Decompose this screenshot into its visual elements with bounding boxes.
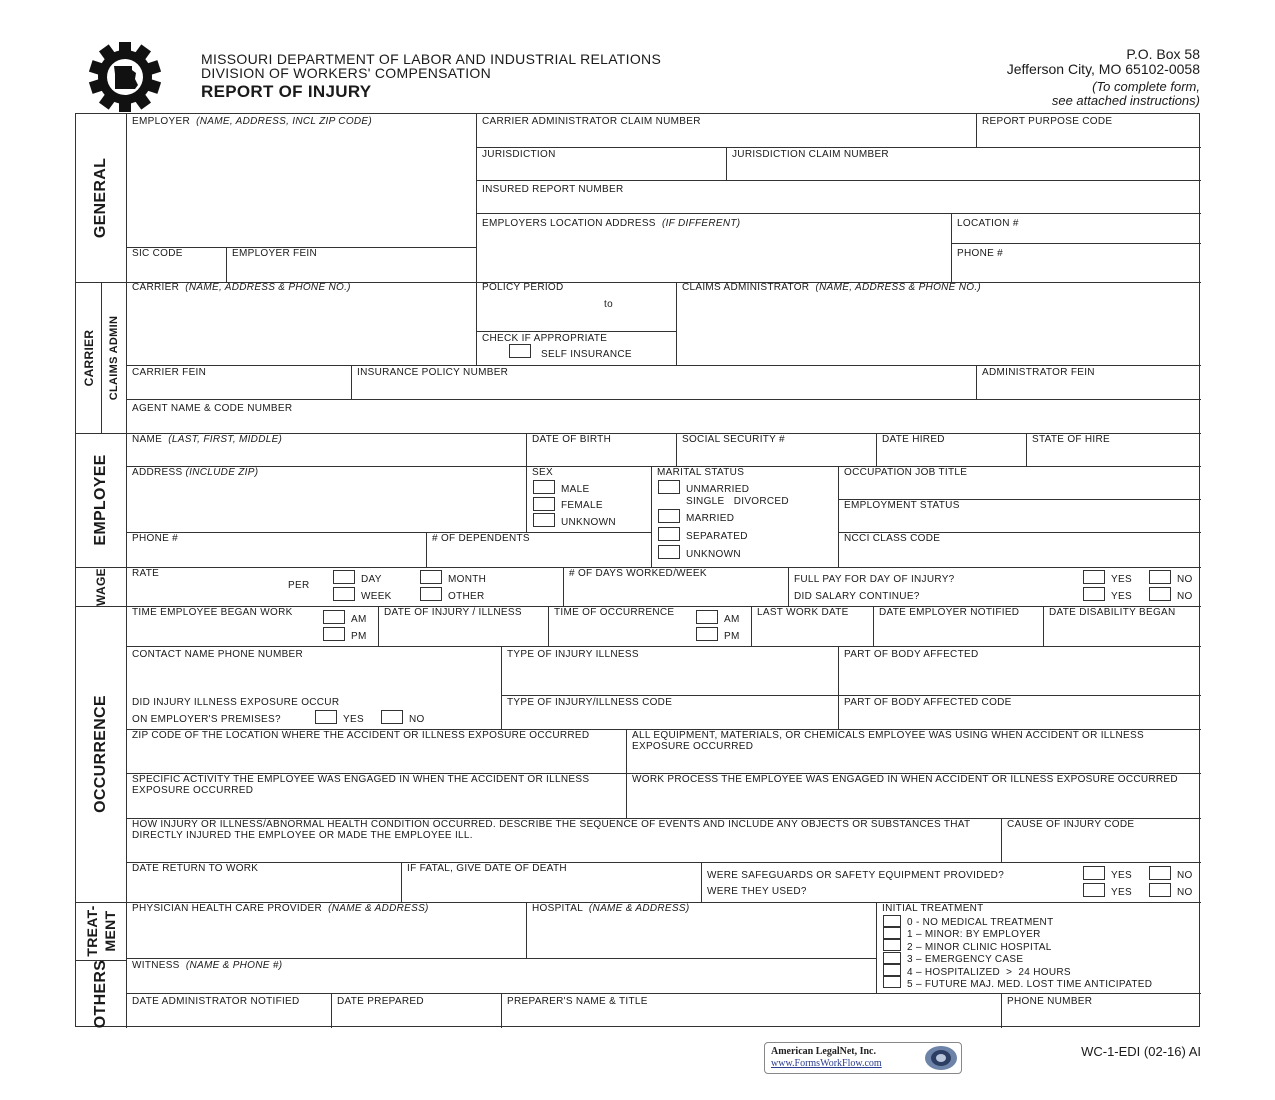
employer-location-address-label: EMPLOYERS LOCATION ADDRESS (IF DIFFERENT): [482, 218, 741, 229]
treatment-option-0-checkbox[interactable]: [883, 915, 901, 927]
marital-married-label: MARRIED: [686, 513, 735, 524]
treatment-option-2-checkbox[interactable]: [883, 939, 901, 951]
social-security-label: SOCIAL SECURITY #: [682, 434, 785, 445]
zip-code-location-label: ZIP CODE OF THE LOCATION WHERE THE ACCIDENT OR ILLNESS EXPOSURE OCCURRED: [132, 730, 590, 741]
safeguards-used-yes-checkbox[interactable]: [1083, 883, 1105, 897]
treatment-option-4-label: 4 – HOSPITALIZED > 24 HOURS: [907, 967, 1071, 978]
days-worked-label: # OF DAYS WORKED/WEEK: [569, 568, 707, 579]
sic-code-label: SIC CODE: [132, 248, 183, 259]
began-work-pm-checkbox[interactable]: [323, 627, 345, 641]
full-pay-yes-label: YES: [1111, 574, 1132, 585]
type-of-injury-code-label: TYPE OF INJURY/ILLNESS CODE: [507, 697, 673, 708]
safeguards-provided-no-label: NO: [1177, 870, 1193, 881]
wage-day-checkbox[interactable]: [333, 570, 355, 584]
employer-label: EMPLOYER (NAME, ADDRESS, INCL ZIP CODE): [132, 116, 373, 127]
dependents-label: # OF DEPENDENTS: [432, 533, 530, 544]
time-of-occurrence-label: TIME OF OCCURRENCE: [554, 607, 675, 618]
occurrence-am-checkbox[interactable]: [696, 610, 718, 624]
section-others: OTHERS: [92, 959, 109, 1029]
physician-label: PHYSICIAN HEALTH CARE PROVIDER (NAME & ADDRESS): [132, 903, 429, 914]
location-number-label: LOCATION #: [957, 218, 1019, 229]
report-of-injury-form: [75, 113, 1200, 1027]
check-if-appropriate-label: CHECK IF APPROPRIATE: [482, 333, 608, 344]
safeguards-provided-no-checkbox[interactable]: [1149, 866, 1171, 880]
form-title: REPORT OF INJURY: [201, 82, 372, 101]
policy-period-to: to: [604, 299, 613, 310]
section-employee: EMPLOYEE: [92, 454, 109, 546]
marital-unknown-checkbox[interactable]: [658, 545, 680, 559]
date-employer-notified-label: DATE EMPLOYER NOTIFIED: [879, 607, 1020, 618]
wage-other-label: OTHER: [448, 591, 485, 602]
full-pay-no-checkbox[interactable]: [1149, 570, 1171, 584]
rate-label: RATE: [132, 568, 160, 579]
report-purpose-code-label: REPORT PURPOSE CODE: [982, 116, 1113, 127]
occurrence-am-label: AM: [724, 614, 740, 625]
salary-continue-label: DID SALARY CONTINUE?: [794, 591, 920, 602]
marital-unmarried-checkbox[interactable]: [658, 480, 680, 494]
premises-yes-label: YES: [343, 714, 364, 725]
section-treatment-2: MENT: [102, 910, 118, 952]
formsworkflow-link[interactable]: www.FormsWorkFlow.com: [771, 1058, 882, 1069]
form-code: WC-1-EDI (02-16) AI: [1081, 1044, 1201, 1059]
wage-month-label: MONTH: [448, 574, 487, 585]
salary-no-label: NO: [1177, 591, 1193, 602]
self-insurance-checkbox[interactable]: [509, 344, 531, 358]
state-of-hire-label: STATE OF HIRE: [1032, 434, 1110, 445]
wage-other-checkbox[interactable]: [420, 587, 442, 601]
salary-yes-label: YES: [1111, 591, 1132, 602]
employee-name-label: NAME (LAST, FIRST, MIDDLE): [132, 434, 283, 445]
date-of-injury-label: DATE OF INJURY / ILLNESS: [384, 607, 522, 618]
treatment-option-3-checkbox[interactable]: [883, 952, 901, 964]
date-prepared-label: DATE PREPARED: [337, 996, 424, 1007]
full-pay-yes-checkbox[interactable]: [1083, 570, 1105, 584]
self-insurance-label: SELF INSURANCE: [541, 349, 632, 360]
occurrence-pm-checkbox[interactable]: [696, 627, 718, 641]
employee-phone-label: PHONE #: [132, 533, 179, 544]
wage-week-checkbox[interactable]: [333, 587, 355, 601]
marital-separated-checkbox[interactable]: [658, 527, 680, 541]
wage-month-checkbox[interactable]: [420, 570, 442, 584]
safeguards-used-yes-label: YES: [1111, 887, 1132, 898]
department-name: MISSOURI DEPARTMENT OF LABOR AND INDUSTRIAL RELATIONS: [201, 51, 662, 67]
salary-yes-checkbox[interactable]: [1083, 587, 1105, 601]
began-work-pm-label: PM: [351, 631, 367, 642]
globe-icon: [923, 1044, 959, 1072]
safeguards-used-label: WERE THEY USED?: [707, 886, 807, 897]
date-disability-began-label: DATE DISABILITY BEGAN: [1049, 607, 1176, 618]
specific-activity-label: SPECIFIC ACTIVITY THE EMPLOYEE WAS ENGAGED IN WHEN THE ACCIDENT OR ILLNESS EXPOSURE OCCURRED: [132, 774, 590, 796]
witness-label: WITNESS (NAME & PHONE #): [132, 960, 283, 971]
section-treatment: TREAT-: [84, 905, 100, 957]
sex-female-checkbox[interactable]: [533, 497, 555, 511]
began-work-am-checkbox[interactable]: [323, 610, 345, 624]
legalnet-logo: [764, 1042, 962, 1074]
date-hired-label: DATE HIRED: [882, 434, 945, 445]
carrier-fein-label: CARRIER FEIN: [132, 367, 207, 378]
wage-day-label: DAY: [361, 574, 382, 585]
contact-name-phone-label: CONTACT NAME PHONE NUMBER: [132, 649, 304, 660]
date-administrator-notified-label: DATE ADMINISTRATOR NOTIFIED: [132, 996, 300, 1007]
administrator-fein-label: ADMINISTRATOR FEIN: [982, 367, 1095, 378]
work-process-label: WORK PROCESS THE EMPLOYEE WAS ENGAGED IN WHEN ACCIDENT OR ILLNESS EXPOSURE OCCURRED: [632, 774, 1178, 785]
sex-female-label: FEMALE: [561, 500, 603, 511]
time-began-work-label: TIME EMPLOYEE BEGAN WORK: [132, 607, 293, 618]
sex-label: SEX: [532, 467, 553, 478]
premises-question-label-2: ON EMPLOYER'S PREMISES?: [132, 714, 281, 725]
hospital-label: HOSPITAL (NAME & ADDRESS): [532, 903, 690, 914]
type-of-injury-label: TYPE OF INJURY ILLNESS: [507, 649, 639, 660]
sex-male-checkbox[interactable]: [533, 480, 555, 494]
division-name: DIVISION OF WORKERS' COMPENSATION: [201, 65, 492, 81]
premises-question-label: DID INJURY ILLNESS EXPOSURE OCCUR: [132, 697, 340, 708]
full-pay-no-label: NO: [1177, 574, 1193, 585]
per-label: PER: [288, 580, 310, 591]
occupation-label: OCCUPATION JOB TITLE: [844, 467, 968, 478]
marital-status-label: MARITAL STATUS: [657, 467, 745, 478]
general-phone-label: PHONE #: [957, 248, 1004, 259]
safeguards-provided-yes-label: YES: [1111, 870, 1132, 881]
how-injury-occurred-label: HOW INJURY OR ILLNESS/ABNORMAL HEALTH CONDITION OCCURRED. DESCRIBE THE SEQUENCE OF EVENTS AND INCLUDE ANY OBJECTS OR SUBSTANCES THAT DIRECTLY INJURED THE EMPLOYEE OR MADE THE EMPLOYEE ILL.: [132, 819, 971, 841]
safeguards-used-no-checkbox[interactable]: [1149, 883, 1171, 897]
preparer-name-title-label: PREPARER'S NAME & TITLE: [507, 996, 648, 1007]
jurisdiction-claim-number-label: JURISDICTION CLAIM NUMBER: [732, 149, 889, 160]
section-occurrence: OCCURRENCE: [92, 695, 109, 813]
date-of-death-label: IF FATAL, GIVE DATE OF DEATH: [407, 863, 567, 874]
treatment-option-1-label: 1 – MINOR: BY EMPLOYER: [907, 929, 1041, 940]
safeguards-provided-label: WERE SAFEGUARDS OR SAFETY EQUIPMENT PROVIDED?: [707, 870, 1005, 881]
section-general: GENERAL: [92, 157, 109, 239]
insured-report-number-label: INSURED REPORT NUMBER: [482, 184, 624, 195]
missouri-gear-logo: [74, 42, 178, 112]
section-claims-admin: CLAIMS ADMIN: [108, 315, 120, 401]
agent-name-label: AGENT NAME & CODE NUMBER: [132, 403, 293, 414]
treatment-option-3-label: 3 – EMERGENCY CASE: [907, 954, 1024, 965]
instructions-note-2: see attached instructions): [1051, 93, 1200, 108]
date-return-to-work-label: DATE RETURN TO WORK: [132, 863, 259, 874]
premises-yes-checkbox[interactable]: [315, 710, 337, 724]
marital-separated-label: SEPARATED: [686, 531, 748, 542]
date-of-birth-label: DATE OF BIRTH: [532, 434, 612, 445]
equipment-materials-label: ALL EQUIPMENT, MATERIALS, OR CHEMICALS EMPLOYEE WAS USING WHEN ACCIDENT OR ILLNESS EXPOSURE OCCURRED: [632, 730, 1144, 752]
treatment-option-2-label: 2 – MINOR CLINIC HOSPITAL: [907, 942, 1052, 953]
premises-no-checkbox[interactable]: [381, 710, 403, 724]
sex-unknown-checkbox[interactable]: [533, 513, 555, 527]
section-wage: WAGE: [94, 568, 108, 606]
sex-unknown-label: UNKNOWN: [561, 517, 616, 528]
occurrence-pm-label: PM: [724, 631, 740, 642]
treatment-option-5-label: 5 – FUTURE MAJ. MED. LOST TIME ANTICIPATED: [907, 979, 1153, 990]
legalnet-brand: American LegalNet, Inc.: [771, 1046, 876, 1057]
initial-treatment-label: INITIAL TREATMENT: [882, 903, 984, 914]
insurance-policy-number-label: INSURANCE POLICY NUMBER: [357, 367, 509, 378]
premises-no-label: NO: [409, 714, 425, 725]
employment-status-label: EMPLOYMENT STATUS: [844, 500, 960, 511]
carrier-label: CARRIER (NAME, ADDRESS & PHONE NO.): [132, 282, 351, 293]
marital-unmarried-label: UNMARRIED: [686, 484, 750, 495]
carrier-claim-number-label: CARRIER ADMINISTRATOR CLAIM NUMBER: [482, 116, 701, 127]
instructions-note-1: (To complete form,: [1092, 79, 1200, 94]
preparer-phone-number-label: PHONE NUMBER: [1007, 996, 1093, 1007]
marital-unknown-label: UNKNOWN: [686, 549, 741, 560]
address-line-2: Jefferson City, MO 65102-0058: [1006, 61, 1200, 77]
treatment-option-4-checkbox[interactable]: [883, 964, 901, 976]
full-pay-label: FULL PAY FOR DAY OF INJURY?: [794, 574, 955, 585]
section-carrier: CARRIER: [82, 329, 96, 387]
wage-week-label: WEEK: [361, 591, 392, 602]
salary-no-checkbox[interactable]: [1149, 587, 1171, 601]
policy-period-label: POLICY PERIOD: [482, 282, 564, 293]
safeguards-provided-yes-checkbox[interactable]: [1083, 866, 1105, 880]
claims-administrator-label: CLAIMS ADMINISTRATOR (NAME, ADDRESS & PHONE NO.): [682, 282, 982, 293]
part-of-body-label: PART OF BODY AFFECTED: [844, 649, 979, 660]
part-of-body-code-label: PART OF BODY AFFECTED CODE: [844, 697, 1012, 708]
treatment-option-5-checkbox[interactable]: [883, 976, 901, 988]
employee-address-label: ADDRESS (INCLUDE ZIP): [132, 467, 259, 478]
sex-male-label: MALE: [561, 484, 590, 495]
last-work-date-label: LAST WORK DATE: [757, 607, 849, 618]
treatment-option-1-checkbox[interactable]: [883, 927, 901, 939]
marital-single-divorced-label: SINGLE DIVORCED: [686, 496, 789, 507]
marital-married-checkbox[interactable]: [658, 509, 680, 523]
began-work-am-label: AM: [351, 614, 367, 625]
address-line-1: P.O. Box 58: [1126, 46, 1200, 62]
ncci-class-code-label: NCCI CLASS CODE: [844, 533, 941, 544]
jurisdiction-label: JURISDICTION: [482, 149, 556, 160]
employer-fein-label: EMPLOYER FEIN: [232, 248, 318, 259]
cause-of-injury-code-label: CAUSE OF INJURY CODE: [1007, 819, 1135, 830]
treatment-option-0-label: 0 - NO MEDICAL TREATMENT: [907, 917, 1054, 928]
safeguards-used-no-label: NO: [1177, 887, 1193, 898]
